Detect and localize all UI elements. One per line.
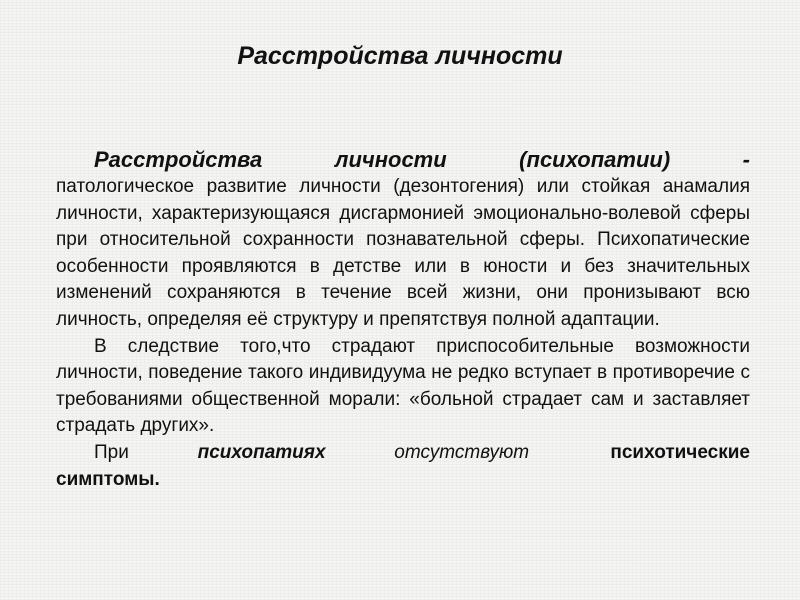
slide-title: Расстройства личности: [237, 42, 563, 70]
definition-text: патологическое развитие личности (дезонтогения) или стойкая анамалия личности, характеризующаяся дисгармонией эмоционально-волевой сферы при относительной сохранности познавательной сферы. Психопатические особенности проявляются в детстве или в юности и без значительных изменений сохраняются в течение всей жизни, они пронизывают всю личность, определяя её структуру и препятствуя полной адаптации.: [56, 176, 750, 330]
definition-term: Расстройства личности (психопатии) -: [94, 147, 750, 172]
symptoms-object: психотические симптомы.: [56, 441, 750, 490]
symptoms-prefix: При: [94, 441, 129, 463]
symptoms-verb: отсутствуют: [394, 441, 530, 463]
symptoms-paragraph: [56, 440, 750, 493]
slide-body: [56, 146, 750, 493]
symptoms-term: психопатиях: [197, 441, 326, 463]
consequence-paragraph: В следствие того,что страдают приспособительные возможности личности, поведение такого индивидуума не редко вступает в противоречие с требованиями общественной морали: «больной страдает сам и заставляет страдать других».: [56, 335, 750, 437]
